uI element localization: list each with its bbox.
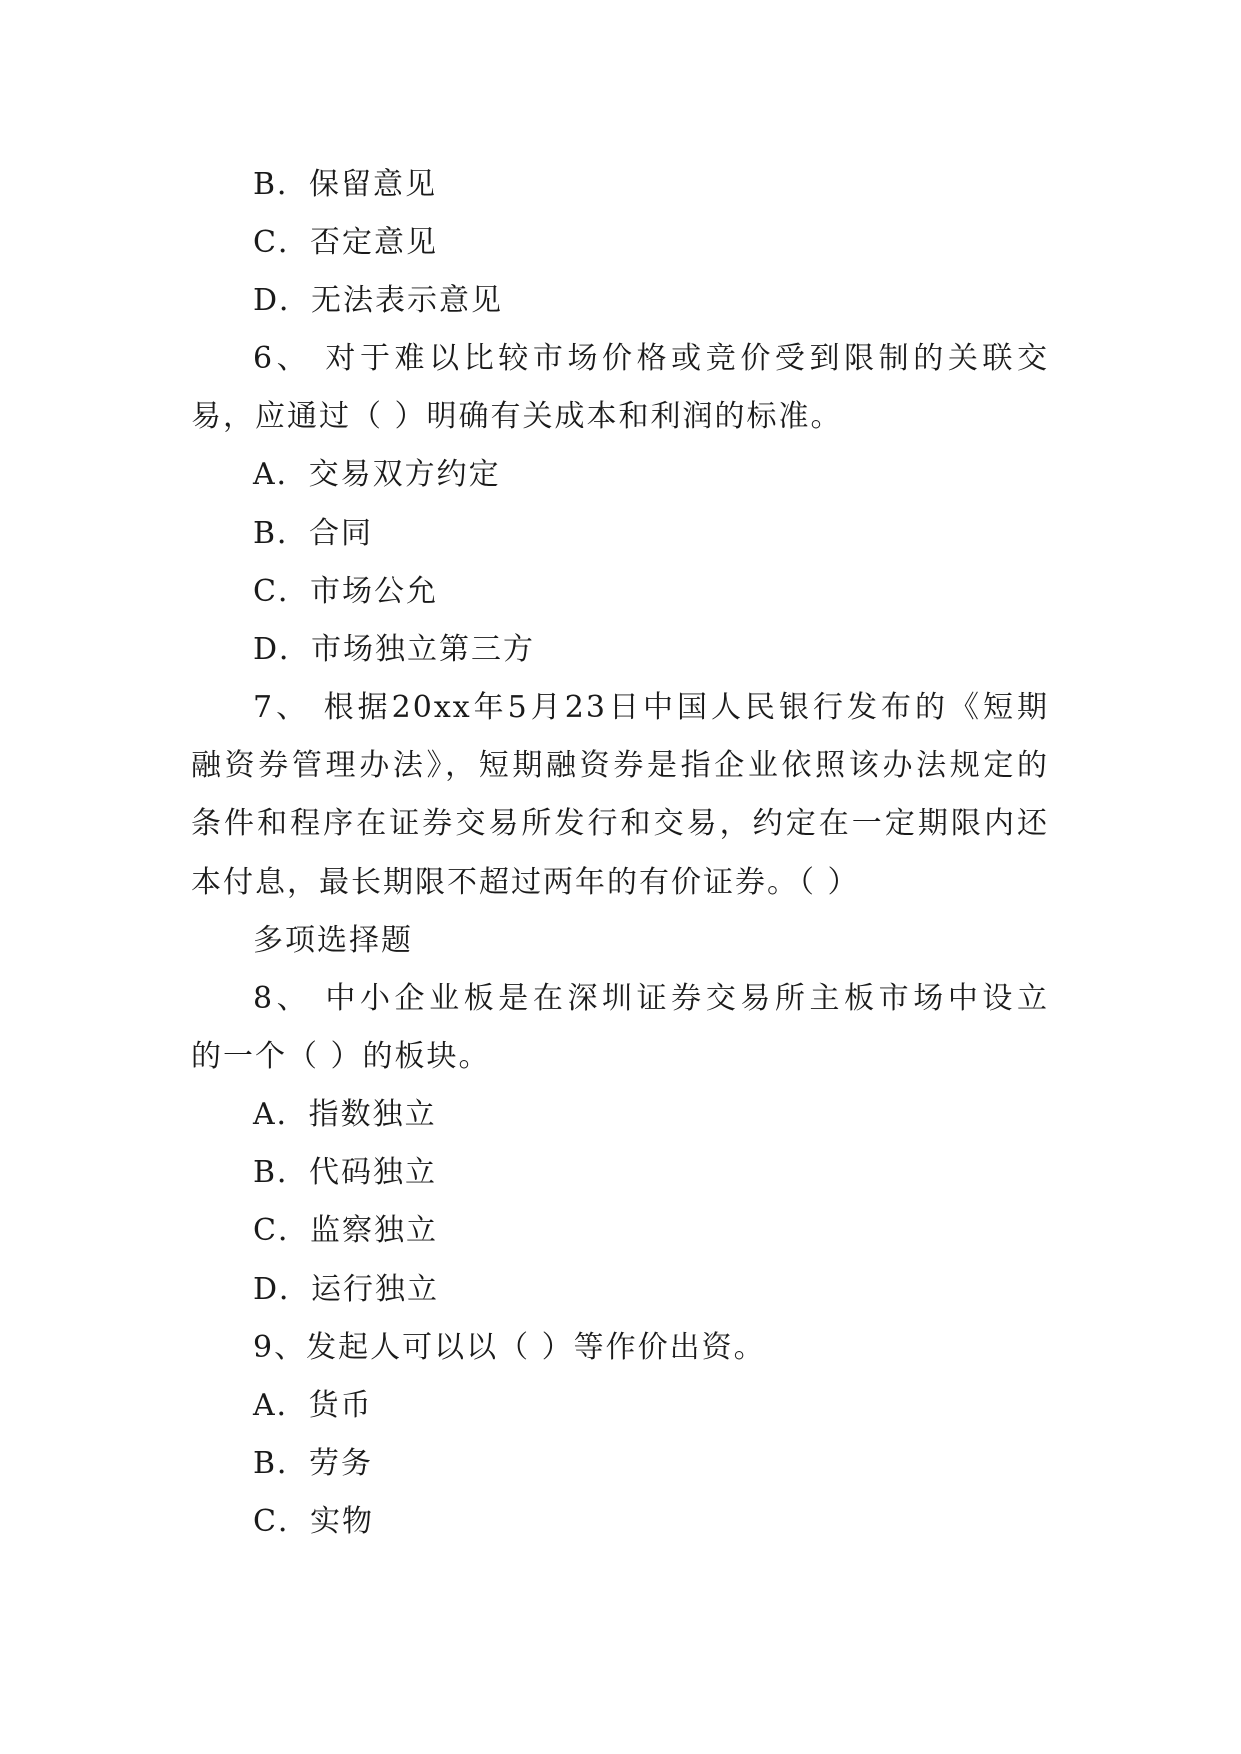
q5-option-b: B．保留意见 — [253, 167, 438, 202]
q7-text-line-3: 条件和程序在证券交易所发行和交易，约定在一定期限内还 — [191, 806, 1049, 841]
q6-text-line-1: 6、 对于难以比较市场价格或竞价受到限制的关联交 — [253, 341, 1049, 376]
q8-option-c: C．监察独立 — [253, 1213, 438, 1248]
section-heading: 多项选择题 — [253, 923, 413, 958]
q5-option-c: C．否定意见 — [253, 225, 438, 260]
q8-option-a: A．指数独立 — [253, 1097, 437, 1132]
q7-text-line-2: 融资券管理办法》，短期融资券是指企业依照该办法规定的 — [191, 748, 1049, 783]
q9-option-a: A．货币 — [253, 1388, 373, 1423]
q8-text-line-2: 的一个（ ）的板块。 — [191, 1039, 491, 1074]
q9-option-b: B．劳务 — [253, 1446, 374, 1481]
q7-text-line-4: 本付息，最长期限不超过两年的有价证券。（ ） — [191, 865, 860, 900]
q9-option-c: C．实物 — [253, 1504, 374, 1539]
q6-option-b: B．合同 — [253, 516, 374, 551]
q7-text-line-1: 7、 根据20xx年5月23日中国人民银行发布的《短期 — [253, 690, 1049, 725]
q8-option-d: D．运行独立 — [253, 1272, 440, 1307]
q6-option-d: D．市场独立第三方 — [253, 632, 536, 667]
q9-text-line-1: 9、发起人可以以（ ）等作价出资。 — [253, 1330, 766, 1365]
q6-option-c: C．市场公允 — [253, 574, 438, 609]
q8-text-line-1: 8、 中小企业板是在深圳证券交易所主板市场中设立 — [253, 981, 1049, 1016]
q6-option-a: A．交易双方约定 — [253, 457, 501, 492]
q5-option-d: D．无法表示意见 — [253, 283, 504, 318]
q6-text-line-2: 易，应通过（ ）明确有关成本和利润的标准。 — [191, 399, 843, 434]
q8-option-b: B．代码独立 — [253, 1155, 438, 1190]
